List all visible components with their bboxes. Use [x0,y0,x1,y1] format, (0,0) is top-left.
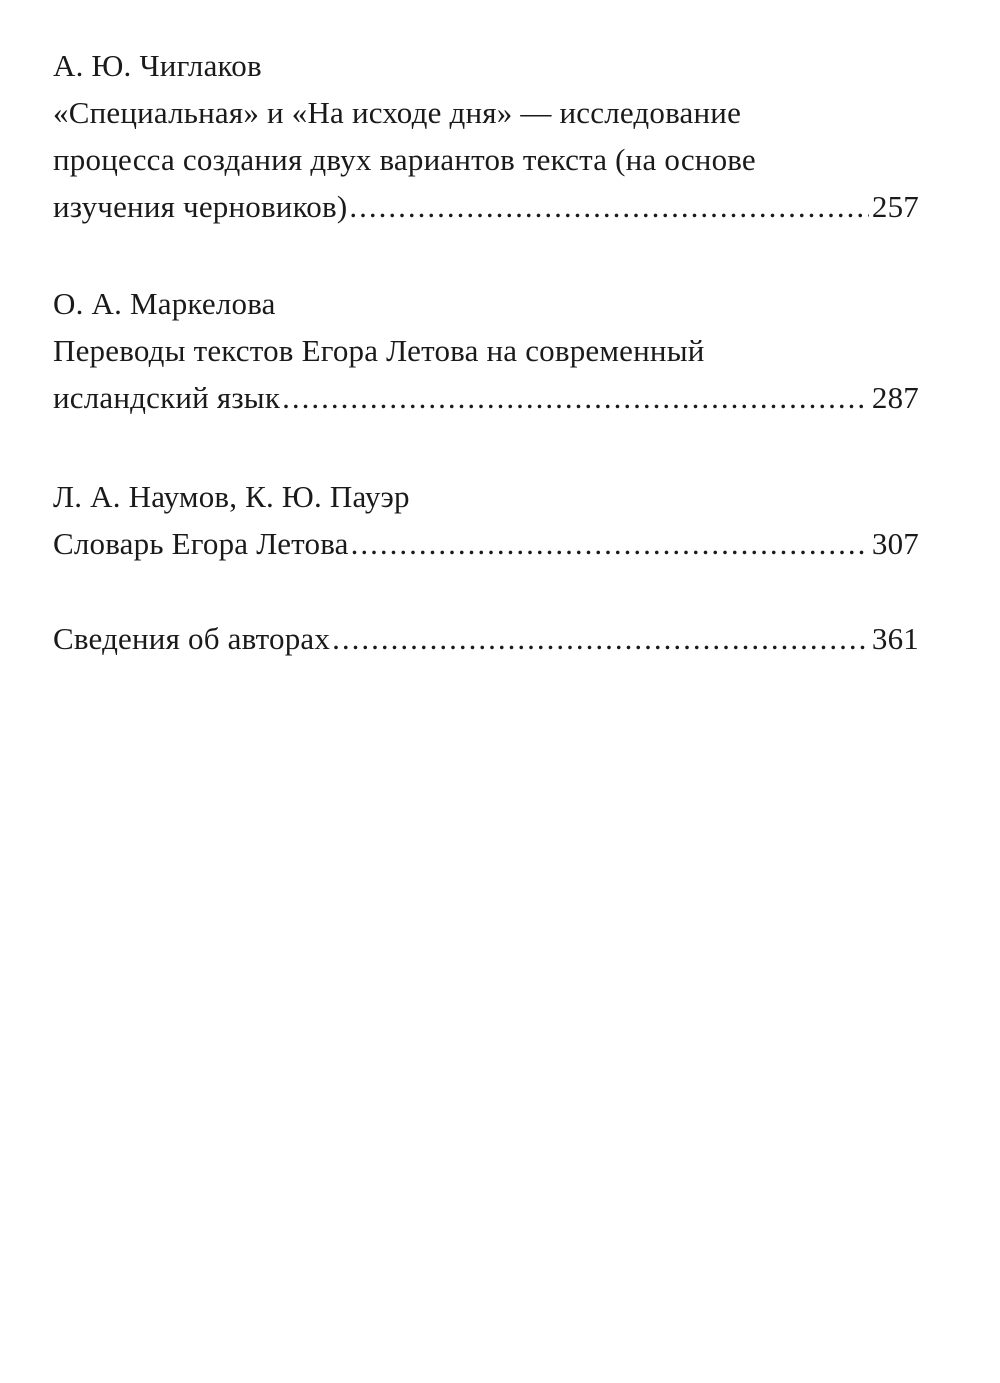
entry-title-leader[interactable] [53,520,919,567]
dot-leader [351,520,869,567]
toc-entry [53,280,919,421]
toc-entry [53,473,919,567]
dot-leader [332,615,869,662]
dot-leader [282,374,869,421]
page-number: 257 [871,189,919,224]
entry-title-line: процесса создания двух вариантов текста (на основе [53,142,756,177]
entry-title-last: изучения черновиков) [53,189,348,224]
entry-title-leader[interactable] [53,183,919,230]
entry-author: О. А. Маркелова [53,286,276,321]
entry-title-leader[interactable] [53,615,919,662]
dot-leader [349,183,869,230]
entry-author: Л. А. Наумов, К. Ю. Пауэр [53,479,410,514]
toc-entry [53,615,919,662]
page-number: 361 [871,621,919,656]
entry-title-line: «Специальная» и «На исходе дня» — исследование [53,95,742,130]
entry-title-last: исландский язык [53,380,281,415]
entry-title-last: Словарь Егора Летова [53,526,349,561]
entry-title-line: Переводы текстов Егора Летова на современный [53,333,705,368]
entry-title-last: Сведения об авторах [53,621,331,656]
toc-entry [53,42,919,230]
page-number: 287 [871,380,919,415]
entry-title-leader[interactable] [53,374,919,421]
page-number: 307 [871,526,919,561]
table-of-contents [53,42,919,662]
entry-author: А. Ю. Чиглаков [53,48,262,83]
